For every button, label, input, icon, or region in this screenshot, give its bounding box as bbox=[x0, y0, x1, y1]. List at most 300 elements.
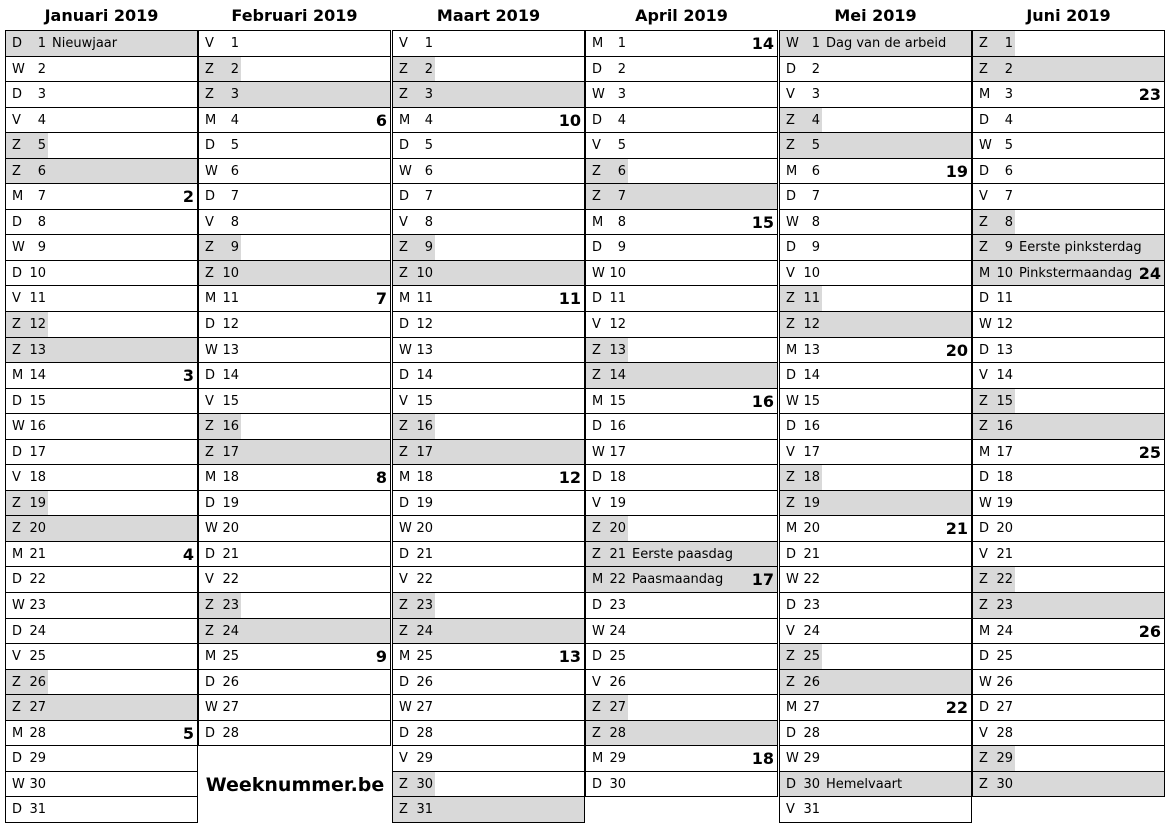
day-number: 6 bbox=[811, 163, 820, 179]
day-number: 12 bbox=[803, 317, 820, 333]
day-row bbox=[5, 338, 198, 364]
weekday-letter: D bbox=[399, 368, 410, 384]
day-number: 10 bbox=[29, 265, 46, 281]
day-number: 16 bbox=[803, 419, 820, 435]
day-number: 5 bbox=[37, 138, 46, 154]
day-row bbox=[198, 31, 391, 57]
weekday-letter: D bbox=[12, 393, 23, 409]
weekday-letter: W bbox=[979, 138, 992, 154]
day-row bbox=[972, 542, 1165, 568]
day-number: 26 bbox=[996, 674, 1013, 690]
day-row bbox=[392, 491, 585, 517]
day-number: 8 bbox=[1004, 214, 1013, 230]
day-number: 13 bbox=[803, 342, 820, 358]
day-row bbox=[585, 619, 778, 645]
holiday-label: Dag van de arbeid bbox=[826, 36, 947, 51]
weekday-letter: W bbox=[592, 265, 605, 281]
day-row bbox=[198, 133, 391, 159]
day-number: 13 bbox=[29, 342, 46, 358]
day-number: 17 bbox=[609, 444, 626, 460]
weekday-letter: Z bbox=[399, 265, 408, 281]
day-number: 17 bbox=[29, 444, 46, 460]
day-number: 7 bbox=[811, 189, 820, 205]
day-row bbox=[972, 57, 1165, 83]
weekday-letter: D bbox=[592, 598, 603, 614]
day-number: 25 bbox=[996, 649, 1013, 665]
day-row bbox=[585, 670, 778, 696]
weekday-letter: V bbox=[399, 393, 408, 409]
weekday-letter: D bbox=[399, 546, 410, 562]
weekday-letter: Z bbox=[786, 470, 795, 486]
weekday-letter: V bbox=[205, 393, 214, 409]
day-row bbox=[198, 312, 391, 338]
weekday-letter: W bbox=[399, 700, 412, 716]
day-number: 4 bbox=[617, 112, 626, 128]
week-number: 15 bbox=[751, 212, 774, 232]
day-row bbox=[779, 286, 972, 312]
weekday-letter: D bbox=[205, 317, 216, 333]
weekday-letter: V bbox=[12, 649, 21, 665]
weekday-letter: Z bbox=[979, 419, 988, 435]
day-list bbox=[779, 30, 972, 823]
day-row bbox=[5, 644, 198, 670]
day-number: 12 bbox=[416, 317, 433, 333]
weekday-letter: W bbox=[592, 87, 605, 103]
weekday-letter: M bbox=[205, 470, 217, 486]
weekday-letter: D bbox=[979, 163, 990, 179]
day-number: 6 bbox=[37, 163, 46, 179]
week-number: 2 bbox=[182, 187, 194, 207]
day-row bbox=[392, 31, 585, 57]
day-number: 28 bbox=[803, 725, 820, 741]
day-row bbox=[198, 414, 391, 440]
day-number: 11 bbox=[416, 291, 433, 307]
day-row bbox=[972, 235, 1165, 261]
day-row bbox=[198, 286, 391, 312]
weekday-letter: D bbox=[205, 725, 216, 741]
day-number: 14 bbox=[803, 368, 820, 384]
weekday-letter: M bbox=[12, 546, 24, 562]
week-number: 23 bbox=[1138, 85, 1161, 105]
weekday-letter: D bbox=[12, 572, 23, 588]
day-row bbox=[392, 670, 585, 696]
day-number: 30 bbox=[416, 776, 433, 792]
weekday-letter: M bbox=[12, 368, 24, 384]
day-number: 19 bbox=[803, 495, 820, 511]
weekday-letter: D bbox=[786, 776, 797, 792]
day-number: 20 bbox=[29, 521, 46, 537]
day-number: 17 bbox=[222, 444, 239, 460]
day-row bbox=[779, 210, 972, 236]
day-number: 24 bbox=[996, 623, 1013, 639]
day-row bbox=[779, 542, 972, 568]
day-number: 21 bbox=[996, 546, 1013, 562]
day-number: 4 bbox=[1004, 112, 1013, 128]
weekday-letter: V bbox=[205, 572, 214, 588]
weekday-letter: D bbox=[979, 112, 990, 128]
weekday-letter: M bbox=[979, 623, 991, 639]
day-number: 15 bbox=[609, 393, 626, 409]
day-row bbox=[392, 286, 585, 312]
weekday-letter: Z bbox=[12, 163, 21, 179]
day-number: 15 bbox=[996, 393, 1013, 409]
day-row bbox=[779, 312, 972, 338]
day-row bbox=[972, 567, 1165, 593]
day-number: 3 bbox=[617, 87, 626, 103]
weekday-letter: D bbox=[786, 368, 797, 384]
day-number: 9 bbox=[617, 240, 626, 256]
weekday-letter: Z bbox=[205, 61, 214, 77]
day-row bbox=[779, 57, 972, 83]
week-number: 4 bbox=[182, 544, 194, 564]
weekday-letter: D bbox=[399, 189, 410, 205]
day-number: 16 bbox=[29, 419, 46, 435]
day-row bbox=[5, 108, 198, 134]
weekday-letter: W bbox=[786, 214, 799, 230]
weekday-letter: W bbox=[786, 36, 799, 51]
weekday-letter: Z bbox=[592, 521, 601, 537]
weekday-letter: V bbox=[979, 189, 988, 205]
week-number: 20 bbox=[945, 340, 968, 360]
day-row bbox=[972, 695, 1165, 721]
day-row bbox=[972, 440, 1165, 466]
day-number: 29 bbox=[996, 751, 1013, 767]
day-number: 1 bbox=[1004, 36, 1013, 51]
day-number: 12 bbox=[29, 317, 46, 333]
day-row bbox=[5, 363, 198, 389]
weekday-letter: W bbox=[12, 776, 25, 792]
day-number: 24 bbox=[416, 623, 433, 639]
day-number: 8 bbox=[37, 214, 46, 230]
day-number: 13 bbox=[609, 342, 626, 358]
day-row bbox=[392, 133, 585, 159]
day-row bbox=[779, 159, 972, 185]
day-row bbox=[585, 644, 778, 670]
weekday-letter: D bbox=[786, 61, 797, 77]
weekday-letter: M bbox=[592, 36, 604, 51]
day-row bbox=[5, 389, 198, 415]
weekday-letter: V bbox=[979, 725, 988, 741]
day-row bbox=[5, 542, 198, 568]
day-number: 4 bbox=[811, 112, 820, 128]
holiday-label: Hemelvaart bbox=[826, 776, 903, 792]
day-number: 27 bbox=[416, 700, 433, 716]
week-number: 9 bbox=[375, 647, 387, 667]
weekday-letter: M bbox=[399, 470, 411, 486]
weekday-letter: D bbox=[786, 725, 797, 741]
weekday-letter: D bbox=[786, 189, 797, 205]
weekday-letter: V bbox=[592, 674, 601, 690]
weekday-letter: V bbox=[399, 36, 408, 51]
day-row bbox=[5, 516, 198, 542]
weekday-letter: M bbox=[12, 725, 24, 741]
weekday-letter: Z bbox=[399, 776, 408, 792]
day-number: 27 bbox=[222, 700, 239, 716]
day-row bbox=[972, 644, 1165, 670]
weekday-letter: M bbox=[979, 265, 991, 281]
weekday-letter: D bbox=[979, 342, 990, 358]
day-number: 7 bbox=[424, 189, 433, 205]
day-row bbox=[585, 57, 778, 83]
day-number: 21 bbox=[609, 546, 626, 562]
day-row bbox=[779, 772, 972, 798]
day-row bbox=[198, 82, 391, 108]
weekday-letter: D bbox=[979, 649, 990, 665]
day-number: 15 bbox=[29, 393, 46, 409]
weekday-letter: W bbox=[399, 163, 412, 179]
day-number: 2 bbox=[37, 61, 46, 77]
weekday-letter: Z bbox=[12, 495, 21, 511]
week-number: 21 bbox=[945, 519, 968, 539]
day-number: 6 bbox=[230, 163, 239, 179]
day-row bbox=[198, 721, 391, 747]
weekday-letter: D bbox=[205, 138, 216, 154]
day-row bbox=[5, 159, 198, 185]
day-row bbox=[392, 57, 585, 83]
day-row bbox=[5, 721, 198, 747]
weekday-letter: W bbox=[979, 674, 992, 690]
day-number: 28 bbox=[996, 725, 1013, 741]
day-number: 9 bbox=[811, 240, 820, 256]
weekday-letter: Z bbox=[979, 240, 988, 256]
day-number: 11 bbox=[222, 291, 239, 307]
holiday-label: Paasmaandag bbox=[632, 572, 724, 588]
day-row bbox=[5, 286, 198, 312]
day-row bbox=[972, 312, 1165, 338]
weekday-letter: Z bbox=[399, 419, 408, 435]
weekday-letter: Z bbox=[399, 87, 408, 103]
day-list bbox=[585, 30, 778, 797]
day-number: 18 bbox=[222, 470, 239, 486]
day-row bbox=[779, 593, 972, 619]
day-number: 1 bbox=[424, 36, 433, 51]
day-row bbox=[392, 210, 585, 236]
day-number: 3 bbox=[424, 87, 433, 103]
day-number: 16 bbox=[609, 419, 626, 435]
day-number: 6 bbox=[617, 163, 626, 179]
day-row bbox=[392, 184, 585, 210]
day-number: 7 bbox=[1004, 189, 1013, 205]
day-row bbox=[585, 235, 778, 261]
weekday-letter: W bbox=[12, 419, 25, 435]
day-row bbox=[972, 184, 1165, 210]
weekday-letter: M bbox=[592, 572, 604, 588]
day-row bbox=[5, 57, 198, 83]
weekday-letter: D bbox=[205, 546, 216, 562]
weekday-letter: Z bbox=[592, 546, 601, 562]
weekday-letter: Z bbox=[592, 700, 601, 716]
day-number: 9 bbox=[1004, 240, 1013, 256]
day-number: 18 bbox=[609, 470, 626, 486]
day-row bbox=[392, 108, 585, 134]
weekday-letter: D bbox=[12, 751, 23, 767]
day-row bbox=[972, 619, 1165, 645]
day-row bbox=[5, 261, 198, 287]
day-number: 13 bbox=[416, 342, 433, 358]
week-number: 12 bbox=[558, 468, 581, 488]
weekday-letter: Z bbox=[205, 419, 214, 435]
week-number: 18 bbox=[751, 749, 774, 769]
day-row bbox=[972, 159, 1165, 185]
weekday-letter: D bbox=[592, 419, 603, 435]
day-row bbox=[5, 235, 198, 261]
day-row bbox=[198, 363, 391, 389]
day-number: 24 bbox=[222, 623, 239, 639]
day-number: 9 bbox=[37, 240, 46, 256]
weekday-letter: D bbox=[592, 470, 603, 486]
weekday-letter: Z bbox=[979, 598, 988, 614]
day-row bbox=[972, 670, 1165, 696]
day-row bbox=[779, 31, 972, 57]
day-number: 23 bbox=[416, 598, 433, 614]
day-number: 12 bbox=[609, 317, 626, 333]
day-number: 1 bbox=[37, 36, 46, 51]
weekday-letter: Z bbox=[399, 240, 408, 256]
week-number: 19 bbox=[945, 161, 968, 181]
weekday-letter: M bbox=[205, 649, 217, 665]
day-number: 23 bbox=[996, 598, 1013, 614]
weekday-letter: V bbox=[592, 495, 601, 511]
weekday-letter: D bbox=[205, 495, 216, 511]
day-row bbox=[392, 772, 585, 798]
week-number: 17 bbox=[751, 570, 774, 590]
day-row bbox=[972, 772, 1165, 798]
day-row bbox=[779, 261, 972, 287]
week-number: 22 bbox=[945, 698, 968, 718]
week-number: 6 bbox=[375, 110, 387, 130]
holiday-label: Pinkstermaandag bbox=[1019, 265, 1133, 281]
day-number: 31 bbox=[29, 802, 46, 818]
day-number: 12 bbox=[222, 317, 239, 333]
week-number: 24 bbox=[1138, 263, 1161, 283]
day-number: 25 bbox=[416, 649, 433, 665]
day-number: 19 bbox=[29, 495, 46, 511]
day-number: 18 bbox=[803, 470, 820, 486]
day-row bbox=[972, 31, 1165, 57]
weekday-letter: D bbox=[399, 495, 410, 511]
weekday-letter: M bbox=[979, 87, 991, 103]
day-row bbox=[392, 389, 585, 415]
day-row bbox=[5, 31, 198, 57]
day-number: 3 bbox=[1004, 87, 1013, 103]
weekday-letter: M bbox=[592, 393, 604, 409]
day-row bbox=[392, 746, 585, 772]
weekday-letter: W bbox=[205, 163, 218, 179]
day-row bbox=[972, 465, 1165, 491]
weekday-letter: V bbox=[786, 802, 795, 818]
day-row bbox=[779, 414, 972, 440]
day-number: 30 bbox=[609, 776, 626, 792]
day-row bbox=[585, 210, 778, 236]
weekday-letter: Z bbox=[592, 368, 601, 384]
day-number: 20 bbox=[803, 521, 820, 537]
day-row bbox=[779, 184, 972, 210]
day-row bbox=[198, 567, 391, 593]
day-number: 26 bbox=[416, 674, 433, 690]
weekday-letter: W bbox=[979, 495, 992, 511]
day-row bbox=[779, 644, 972, 670]
day-row bbox=[585, 721, 778, 747]
day-row bbox=[5, 210, 198, 236]
weekday-letter: V bbox=[12, 470, 21, 486]
day-number: 16 bbox=[416, 419, 433, 435]
day-number: 2 bbox=[617, 61, 626, 77]
weekday-letter: W bbox=[786, 572, 799, 588]
day-row bbox=[585, 184, 778, 210]
day-row bbox=[5, 82, 198, 108]
weekday-letter: D bbox=[592, 240, 603, 256]
week-number: 25 bbox=[1138, 442, 1161, 462]
weekday-letter: W bbox=[786, 393, 799, 409]
weekday-letter: W bbox=[205, 342, 218, 358]
day-row bbox=[779, 619, 972, 645]
weekday-letter: D bbox=[979, 700, 990, 716]
day-row bbox=[972, 338, 1165, 364]
weekday-letter: V bbox=[592, 138, 601, 154]
day-row bbox=[392, 619, 585, 645]
weekday-letter: D bbox=[12, 265, 23, 281]
weekday-letter: M bbox=[592, 214, 604, 230]
holiday-label: Nieuwjaar bbox=[52, 36, 118, 51]
weekday-letter: W bbox=[12, 240, 25, 256]
weekday-letter: W bbox=[12, 598, 25, 614]
day-row bbox=[392, 363, 585, 389]
day-list bbox=[5, 30, 198, 823]
day-number: 18 bbox=[996, 470, 1013, 486]
weekday-letter: V bbox=[592, 317, 601, 333]
day-number: 24 bbox=[29, 623, 46, 639]
weekday-letter: Z bbox=[205, 623, 214, 639]
day-row bbox=[198, 465, 391, 491]
day-number: 14 bbox=[222, 368, 239, 384]
day-number: 11 bbox=[803, 291, 820, 307]
day-row bbox=[198, 440, 391, 466]
weekday-letter: M bbox=[399, 112, 411, 128]
day-number: 15 bbox=[416, 393, 433, 409]
weekday-letter: Z bbox=[12, 317, 21, 333]
day-number: 14 bbox=[29, 368, 46, 384]
weekday-letter: W bbox=[399, 342, 412, 358]
weekday-letter: Z bbox=[786, 317, 795, 333]
day-row bbox=[585, 414, 778, 440]
weekday-letter: V bbox=[786, 444, 795, 460]
day-number: 28 bbox=[609, 725, 626, 741]
day-number: 14 bbox=[609, 368, 626, 384]
day-row bbox=[198, 261, 391, 287]
day-number: 10 bbox=[416, 265, 433, 281]
day-number: 2 bbox=[230, 61, 239, 77]
day-number: 20 bbox=[222, 521, 239, 537]
day-number: 28 bbox=[29, 725, 46, 741]
month-title: Maart 2019 bbox=[436, 6, 541, 25]
day-row bbox=[198, 670, 391, 696]
week-number: 5 bbox=[182, 723, 194, 743]
weekday-letter: V bbox=[786, 87, 795, 103]
day-number: 31 bbox=[416, 802, 433, 818]
weekday-letter: D bbox=[979, 291, 990, 307]
day-number: 25 bbox=[609, 649, 626, 665]
week-number: 11 bbox=[558, 289, 581, 309]
week-number: 10 bbox=[558, 110, 581, 130]
day-row bbox=[585, 133, 778, 159]
day-number: 17 bbox=[803, 444, 820, 460]
weekday-letter: Z bbox=[592, 725, 601, 741]
weekday-letter: W bbox=[786, 751, 799, 767]
day-row bbox=[392, 414, 585, 440]
day-row bbox=[5, 797, 198, 823]
day-number: 3 bbox=[230, 87, 239, 103]
day-row bbox=[585, 772, 778, 798]
